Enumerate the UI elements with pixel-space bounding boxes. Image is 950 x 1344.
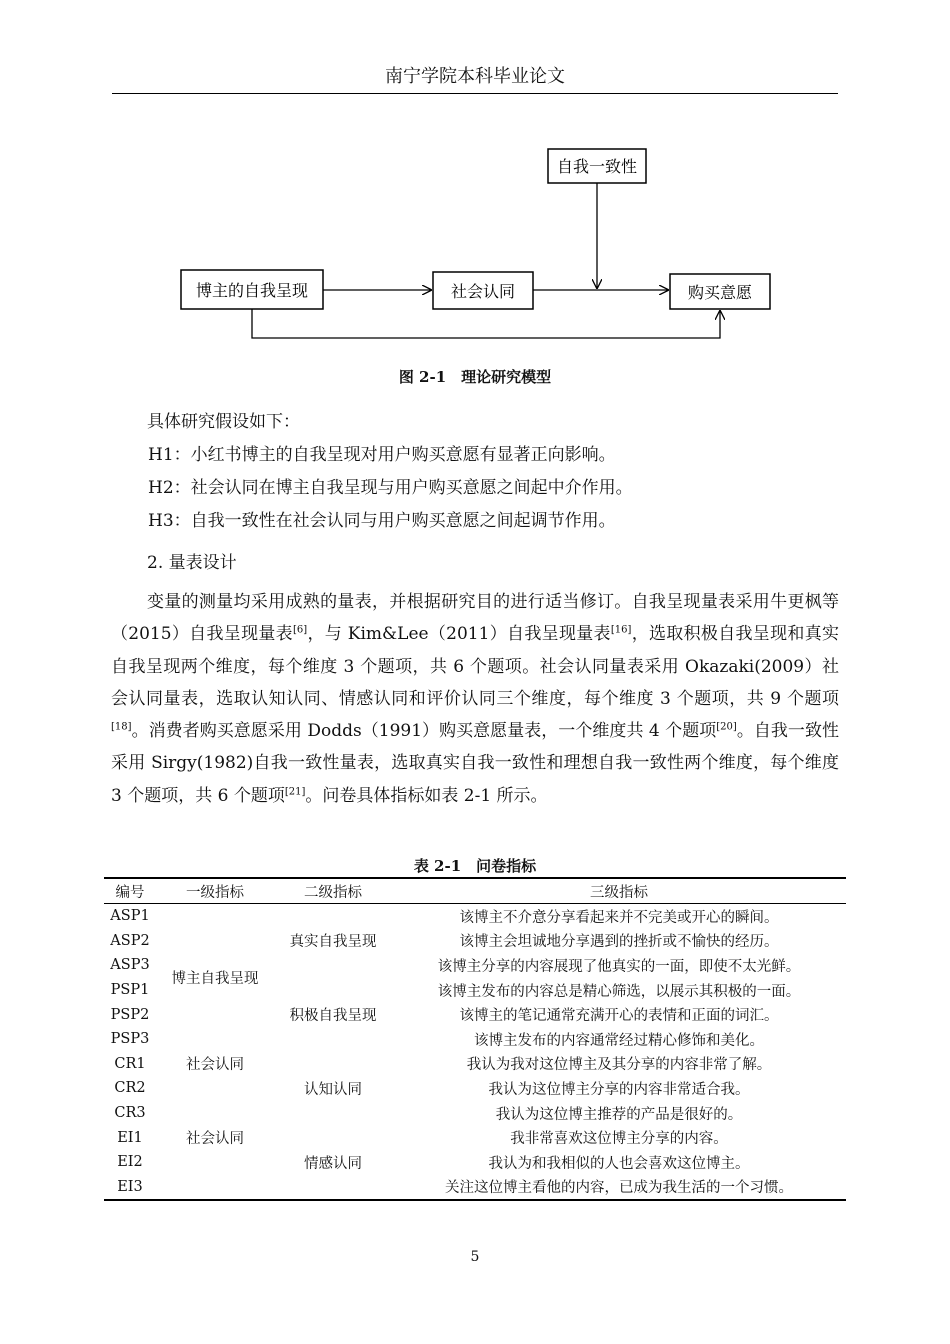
table-caption: 表 2-1 问卷指标 <box>413 857 537 875</box>
table-row: PSP2 积极自我呈现 该博主的笔记通常充满开心的表情和正面的词汇。 <box>110 1006 779 1025</box>
running-header: 南宁学院本科毕业论文 <box>385 66 565 87</box>
citation-6: [6] <box>292 624 308 636</box>
scale-design-paragraph: 变量的测量均采用成熟的量表，并根据研究目的进行适当修订。自我呈现量表采用牛更枫等（2015）自我呈现量表[6]，与 Kim&Lee（2011）自我呈现量表[16]，选取积极自我呈现和真实自我呈现两个维度，每个维度 3 个题项，共 6 个题项。社会认同量表采用 Okazaki(2009）社会认同量表，选取认知认同、情感认同和评价认同三个维度，每个维度 3 个题项，共 9 个题项[18]。消费者购买意愿采用 Dodds（1991）购买意愿量表，一个维度共 4 个题项[20]。自我一致性采用 Sirgy(1982)自我一致性量表，选取真实自我一致性和理想自我一致性两个维度，每个维度 3 个题项，共 6 个题项[21]。问卷具体指标如表 2-1 所示。 <box>111 592 840 806</box>
node-social-identity <box>433 272 533 309</box>
node-purchase-intention <box>670 274 770 309</box>
node-purchase-intention-label: 购买意愿 <box>687 283 753 302</box>
arrow-direct-path <box>252 309 720 338</box>
table-row: EI3 关注这位博主看他的内容，已成为我生活的一个习惯。 <box>104 1175 846 1201</box>
col-header-level3: 三级指标 <box>590 884 648 901</box>
citation-18: [18] <box>111 721 132 733</box>
col-header-code: 编号 <box>115 884 145 901</box>
node-blogger-presentation <box>181 270 323 309</box>
figure-caption: 图 2-1 理论研究模型 <box>398 368 552 386</box>
table-row: ASP3 该博主分享的内容展现了他真实的一面，即使不太光鲜。 <box>110 957 801 975</box>
table-header-row <box>104 878 846 904</box>
node-social-identity-label: 社会认同 <box>450 282 516 301</box>
hypotheses-intro: 具体研究假设如下： <box>147 412 300 432</box>
citation-21: [21] <box>284 786 306 798</box>
theoretical-model-diagram <box>0 0 950 400</box>
table-row: ASP1 博主自我呈现 该博主不介意分享看起来并不完美或开心的瞬间。 <box>104 904 846 929</box>
table-row: EI2 情感认同 我认为和我相似的人也会喜欢这位博主。 <box>117 1154 750 1172</box>
section-heading: 2. 量表设计 <box>147 553 237 573</box>
hypothesis-h2: H2：社会认同在博主自我呈现与用户购买意愿之间起中介作用。 <box>148 478 633 498</box>
table-row: CR1 社会认同 我认为我对这位博主及其分享的内容非常了解。 <box>114 1055 772 1074</box>
merged-level1-cell: 博主自我呈现 <box>171 971 259 988</box>
col-header-level2: 二级指标 <box>304 884 362 901</box>
hypothesis-h3: H3：自我一致性在社会认同与用户购买意愿之间起调节作用。 <box>148 511 616 531</box>
table-row: PSP1 该博主发布的内容总是精心筛选，以展示其积极的一面。 <box>110 982 801 1000</box>
node-self-consistency <box>548 149 646 183</box>
table-row: EI1 社会认同 我非常喜欢这位博主分享的内容。 <box>117 1129 728 1148</box>
table-row: PSP3 该博主发布的内容通常经过精心修饰和美化。 <box>110 1031 764 1049</box>
page-number: 5 <box>470 1249 480 1265</box>
node-self-consistency-label: 自我一致性 <box>556 157 638 176</box>
citation-16: [16] <box>610 624 632 636</box>
table-row: ASP2 真实自我呈现 该博主会坦诚地分享遇到的挫折或不愉快的经历。 <box>110 932 779 951</box>
citation-20: [20] <box>716 721 737 733</box>
hypothesis-h1: H1：小红书博主的自我呈现对用户购买意愿有显著正向影响。 <box>148 445 616 465</box>
table-row: CR2 认知认同 我认为这位博主分享的内容非常适合我。 <box>114 1080 750 1098</box>
node-blogger-presentation-label: 博主的自我呈现 <box>195 281 309 300</box>
questionnaire-table <box>104 877 846 1201</box>
col-header-level1: 一级指标 <box>186 884 244 901</box>
table-row: CR3 我认为这位博主推荐的产品是很好的。 <box>114 1105 743 1123</box>
